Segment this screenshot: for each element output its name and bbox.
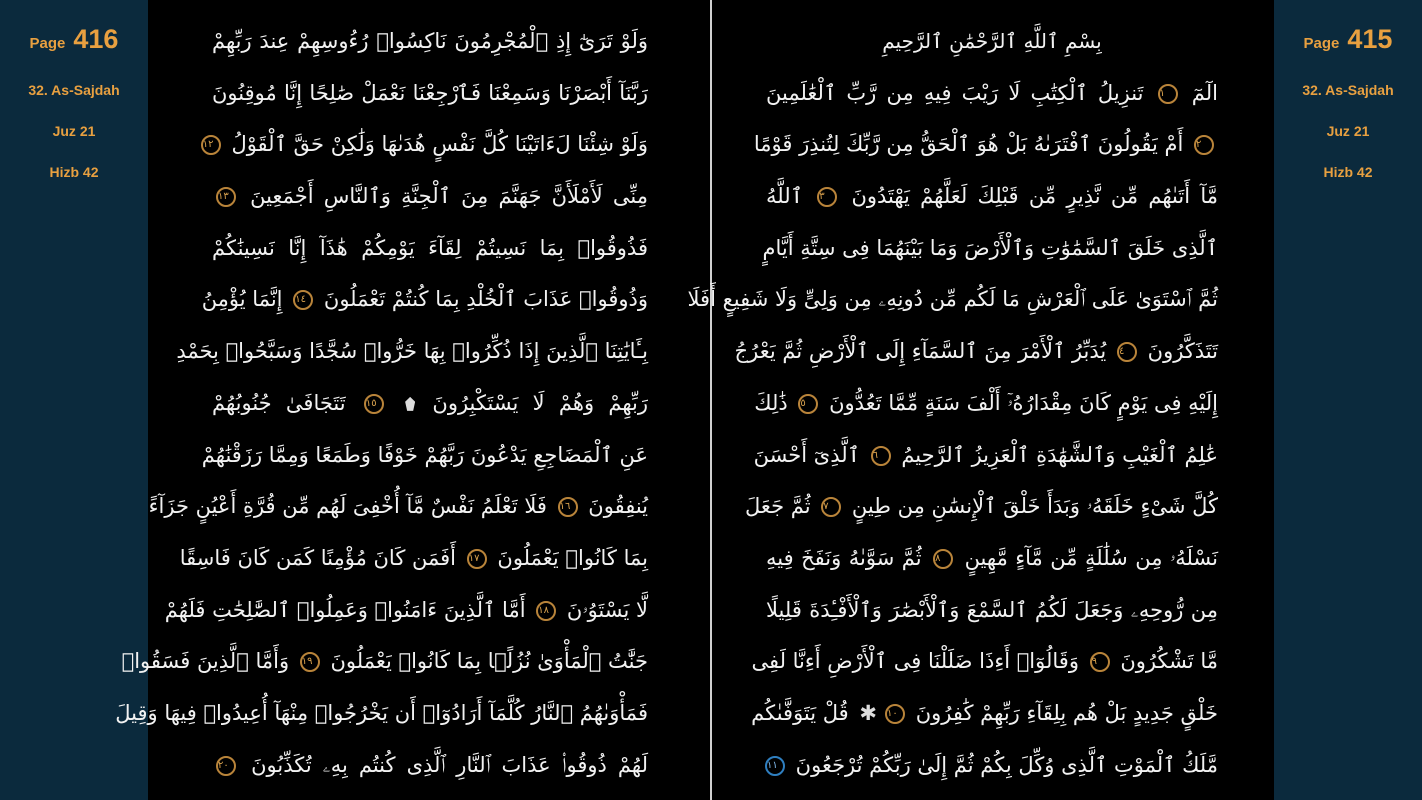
verse-text: مَّلَكُ ٱلْمَوْتِ ٱلَّذِى وُكِّلَ بِكُمْ ثُمَّ إِلَىٰ رَبِّكُمْ تُرْجَعُونَ	[795, 752, 1218, 777]
verse-text: فَذُوقُوا۟ بِمَا نَسِيتُمْ لِقَآءَ يَوْمِكُمْ هَٰذَآ إِنَّا نَسِينَٰكُمْ	[212, 235, 648, 260]
verse-line[interactable]	[212, 223, 648, 275]
verse-text: مِنِّى لَأَمْلَأَنَّ جَهَنَّمَ مِنَ ٱلْجِنَّةِ وَٱلنَّاسِ أَجْمَعِينَ	[250, 184, 648, 209]
verse-text: لَّا يَسْتَوُۥنَ	[566, 597, 648, 622]
ayah-number-marker[interactable]: ١٦	[558, 497, 578, 517]
verse-text: الٓمٓ	[1191, 80, 1218, 105]
verse-text: وَأَمَّا ٱلَّذِينَ فَسَقُوا۟	[121, 649, 290, 674]
verse-text: ٱللَّهُ	[766, 184, 803, 209]
verse-line[interactable]	[745, 481, 1218, 533]
page-indicator	[1274, 24, 1422, 58]
verse-line[interactable]	[751, 636, 1218, 688]
verse-text: ثُمَّ ٱسْتَوَىٰ عَلَى ٱلْعَرْشِ مَا لَكُم مِّن دُونِهِۦ مِن وَلِىٍّ وَلَا شَفِيعٍ أَفَلَا	[687, 287, 1218, 312]
verse-text: وَذُوقُوا۟ عَذَابَ ٱلْخُلْدِ بِمَا كُنتُمْ تَعْمَلُونَ	[323, 287, 648, 312]
ayah-number-marker[interactable]: ١٧	[467, 549, 487, 569]
verse-line[interactable]	[115, 688, 648, 740]
verse-text: بِـَٔايَٰتِنَا ٱلَّذِينَ إِذَا ذُكِّرُوا۟ بِهَا خَرُّوا۟ سُجَّدًا وَسَبَّحُوا۟ بِحَمْدِ	[176, 339, 648, 364]
ayah-number-marker[interactable]: ١٢	[201, 135, 221, 155]
ayah-number-marker[interactable]: ١٩	[300, 652, 320, 672]
verse-text: بِمَا كَانُوا۟ يَعْمَلُونَ	[497, 545, 648, 570]
verse-line[interactable]	[121, 636, 648, 688]
verse-text: تَتَذَكَّرُونَ	[1147, 339, 1218, 364]
juz-label[interactable]: Juz 21	[52, 123, 96, 139]
verse-text: مَّآ أَتَىٰهُم مِّن نَّذِيرٍ مِّن قَبْلِكَ لَعَلَّهُمْ يَهْتَدُونَ	[851, 184, 1218, 209]
verse-text: يُنفِقُونَ	[588, 494, 648, 519]
verse-line[interactable]	[179, 533, 648, 585]
verse-line[interactable]	[212, 740, 648, 792]
basmala: بِسْمِ ٱللَّهِ ٱلرَّحْمَٰنِ ٱلرَّحِيمِ	[882, 29, 1102, 53]
verse-line[interactable]	[176, 326, 648, 378]
page-divider	[710, 0, 712, 800]
page-indicator	[0, 24, 148, 58]
verse-line[interactable]	[212, 378, 648, 430]
surah-name[interactable]: 32. As-Sajdah	[1302, 82, 1394, 98]
verse-text: مَّا تَشْكُرُونَ	[1120, 649, 1218, 674]
verse-text: إِنَّمَا يُؤْمِنُ	[201, 287, 283, 312]
verse-text: قُلْ يَتَوَفَّىٰكُم	[751, 700, 849, 725]
quran-page-416[interactable]	[115, 0, 648, 800]
verse-text: خَلْقٍ جَدِيدٍ بَلْ هُم بِلِقَآءِ رَبِّهِمْ كَٰفِرُونَ	[915, 700, 1218, 725]
verse-line[interactable]	[766, 585, 1218, 637]
verse-text: رَبِّهِمْ وَهُمْ لَا يَسْتَكْبِرُونَ	[432, 390, 648, 415]
verse-text: ٱلَّذِىٓ أَحْسَنَ	[753, 442, 860, 467]
ayah-number-marker[interactable]: ١١	[765, 756, 785, 776]
verse-text: أَمْ يَقُولُونَ ٱفْتَرَىٰهُ بَلْ هُوَ ٱلْحَقُّ مِن رَّبِّكَ لِتُنذِرَ قَوْمًا	[753, 132, 1184, 157]
verse-line[interactable]	[212, 171, 648, 223]
verse-line[interactable]	[766, 68, 1218, 120]
verse-text: مِن رُّوحِهِۦ وَجَعَلَ لَكُمُ ٱلسَّمْعَ وَٱلْأَبْصَٰرَ وَٱلْأَفْـِٔدَةَ قَلِيلًا	[766, 597, 1218, 622]
ayah-number-marker[interactable]: ٢	[1194, 135, 1214, 155]
verse-line[interactable]	[164, 585, 648, 637]
page-label: Page	[29, 35, 66, 52]
ayah-number-marker[interactable]: ٨	[933, 549, 953, 569]
ayah-number-marker[interactable]: ٢٠	[216, 756, 236, 776]
verse-text: عَنِ ٱلْمَضَاجِعِ يَدْعُونَ رَبَّهُمْ خَوْفًا وَطَمَعًا وَمِمَّا رَزَقْنَٰهُمْ	[201, 442, 648, 467]
verse-line[interactable]	[734, 326, 1218, 378]
ayah-number-marker[interactable]: ١٥	[364, 394, 384, 414]
verse-text: تَنزِيلُ ٱلْكِتَٰبِ لَا رَيْبَ فِيهِ مِن رَّبِّ ٱلْعَٰلَمِينَ	[766, 80, 1144, 105]
verse-text: ذَٰلِكَ	[754, 390, 788, 415]
verse-text: فَمَأْوَىٰهُمُ ٱلنَّارُ كُلَّمَآ أَرَادُوٓا۟ أَن يَخْرُجُوا۟ مِنْهَآ أُعِيدُوا۟ فِيهَا وَقِيلَ	[115, 700, 648, 725]
verse-text: وَلَوْ شِئْنَا لَءَاتَيْنَا كُلَّ نَفْسٍ هُدَىٰهَا وَلَٰكِنْ حَقَّ ٱلْقَوْلُ	[231, 132, 648, 157]
right-info-panel	[1274, 0, 1422, 800]
verse-text: ثُمَّ سَوَّىٰهُ وَنَفَخَ فِيهِ	[766, 545, 922, 570]
juz-label[interactable]: Juz 21	[1326, 123, 1370, 139]
page-label: Page	[1303, 35, 1340, 52]
verse-line[interactable]	[202, 119, 648, 171]
verse-text: عَٰلِمُ ٱلْغَيْبِ وَٱلشَّهَٰدَةِ ٱلْعَزِيزُ ٱلرَّحِيمُ	[901, 442, 1218, 467]
ayah-number-marker[interactable]: ٣	[817, 187, 837, 207]
verse-line[interactable]	[212, 68, 648, 120]
verse-text: أَمَّا ٱلَّذِينَ ءَامَنُوا۟ وَعَمِلُوا۟ ٱلصَّٰلِحَٰتِ فَلَهُمْ	[164, 597, 526, 622]
ayah-number-marker[interactable]: ٤	[1117, 342, 1137, 362]
hizb-label[interactable]: Hizb 42	[49, 164, 99, 180]
hizb-label[interactable]: Hizb 42	[1323, 164, 1373, 180]
verse-line[interactable]	[762, 223, 1218, 275]
page-number: 416	[73, 24, 119, 54]
surah-name[interactable]: 32. As-Sajdah	[28, 82, 120, 98]
ayah-number-marker[interactable]: ١٣	[216, 187, 236, 207]
verse-text: يُدَبِّرُ ٱلْأَمْرَ مِنَ ٱلسَّمَآءِ إِلَى ٱلْأَرْضِ ثُمَّ يَعْرُجُ	[734, 339, 1107, 364]
verse-text: ثُمَّ جَعَلَ	[745, 494, 811, 519]
verse-text: ٱلَّذِى خَلَقَ ٱلسَّمَٰوَٰتِ وَٱلْأَرْضَ وَمَا بَيْنَهُمَا فِى سِتَّةِ أَيَّامٍ	[762, 235, 1218, 260]
rub-el-hizb-icon: ✱	[859, 700, 878, 725]
verse-text: كُلَّ شَىْءٍ خَلَقَهُۥ وَبَدَأَ خَلْقَ ٱلْإِنسَٰنِ مِن طِينٍ	[851, 494, 1218, 519]
verse-text: رَبَّنَآ أَبْصَرْنَا وَسَمِعْنَا فَٱرْجِعْنَا نَعْمَلْ صَٰلِحًا إِنَّا مُوقِنُونَ	[212, 80, 648, 105]
quran-page-415[interactable]	[687, 0, 1218, 800]
page-number: 415	[1347, 24, 1393, 54]
verse-text: وَقَالُوٓا۟ أَءِذَا ضَلَلْنَا فِى ٱلْأَرْضِ أَءِنَّا لَفِى	[751, 649, 1079, 674]
ayah-number-marker[interactable]: ١٨	[536, 601, 556, 621]
verse-line[interactable]	[201, 274, 648, 326]
verse-text: فَلَا تَعْلَمُ نَفْسٌ مَّآ أُخْفِىَ لَهُم مِّن قُرَّةِ أَعْيُنٍ جَزَآءً	[148, 494, 547, 519]
verse-text: إِلَيْهِ فِى يَوْمٍ كَانَ مِقْدَارُهُۥٓ أَلْفَ سَنَةٍ مِّمَّا تَعُدُّونَ	[829, 390, 1218, 415]
ayah-number-marker[interactable]: ٩	[1090, 652, 1110, 672]
verse-line[interactable]	[754, 378, 1218, 430]
verse-text: نَسْلَهُۥ مِن سُلَٰلَةٍ مِّن مَّآءٍ مَّهِينٍ	[964, 545, 1218, 570]
verse-line[interactable]	[766, 171, 1218, 223]
verse-line[interactable]	[148, 481, 648, 533]
verse-text: لَهُمْ ذُوقُوا۟ عَذَابَ ٱلنَّارِ ٱلَّذِى كُنتُم بِهِۦ تُكَذِّبُونَ	[251, 752, 648, 777]
verse-line[interactable]	[201, 430, 648, 482]
verse-text: تَتَجَافَىٰ جُنُوبُهُمْ	[212, 390, 346, 415]
verse-line[interactable]	[212, 16, 648, 68]
sajdah-icon	[405, 397, 415, 411]
verse-line[interactable]	[766, 740, 1218, 792]
ayah-number-marker[interactable]: ٦	[871, 446, 891, 466]
verse-line[interactable]	[766, 533, 1218, 585]
verse-line[interactable]	[687, 274, 1218, 326]
ayah-number-marker[interactable]: ٧	[821, 497, 841, 517]
verse-line[interactable]	[753, 430, 1218, 482]
ayah-number-marker[interactable]: ١٠	[885, 704, 905, 724]
verse-text: أَفَمَن كَانَ مُؤْمِنًا كَمَن كَانَ فَاسِقًا	[179, 545, 457, 570]
ayah-number-marker[interactable]: ١٤	[293, 290, 313, 310]
ayah-number-marker[interactable]: ٥	[798, 394, 818, 414]
verse-text: وَلَوْ تَرَىٰٓ إِذِ ٱلْمُجْرِمُونَ نَاكِسُوا۟ رُءُوسِهِمْ عِندَ رَبِّهِمْ	[212, 29, 648, 53]
ayah-number-marker[interactable]: ١	[1158, 84, 1178, 104]
verse-text: جَنَّٰتُ ٱلْمَأْوَىٰ نُزُلًۢا بِمَا كَانُوا۟ يَعْمَلُونَ	[330, 649, 648, 674]
verse-line[interactable]	[751, 688, 1218, 740]
verse-line[interactable]	[753, 119, 1218, 171]
